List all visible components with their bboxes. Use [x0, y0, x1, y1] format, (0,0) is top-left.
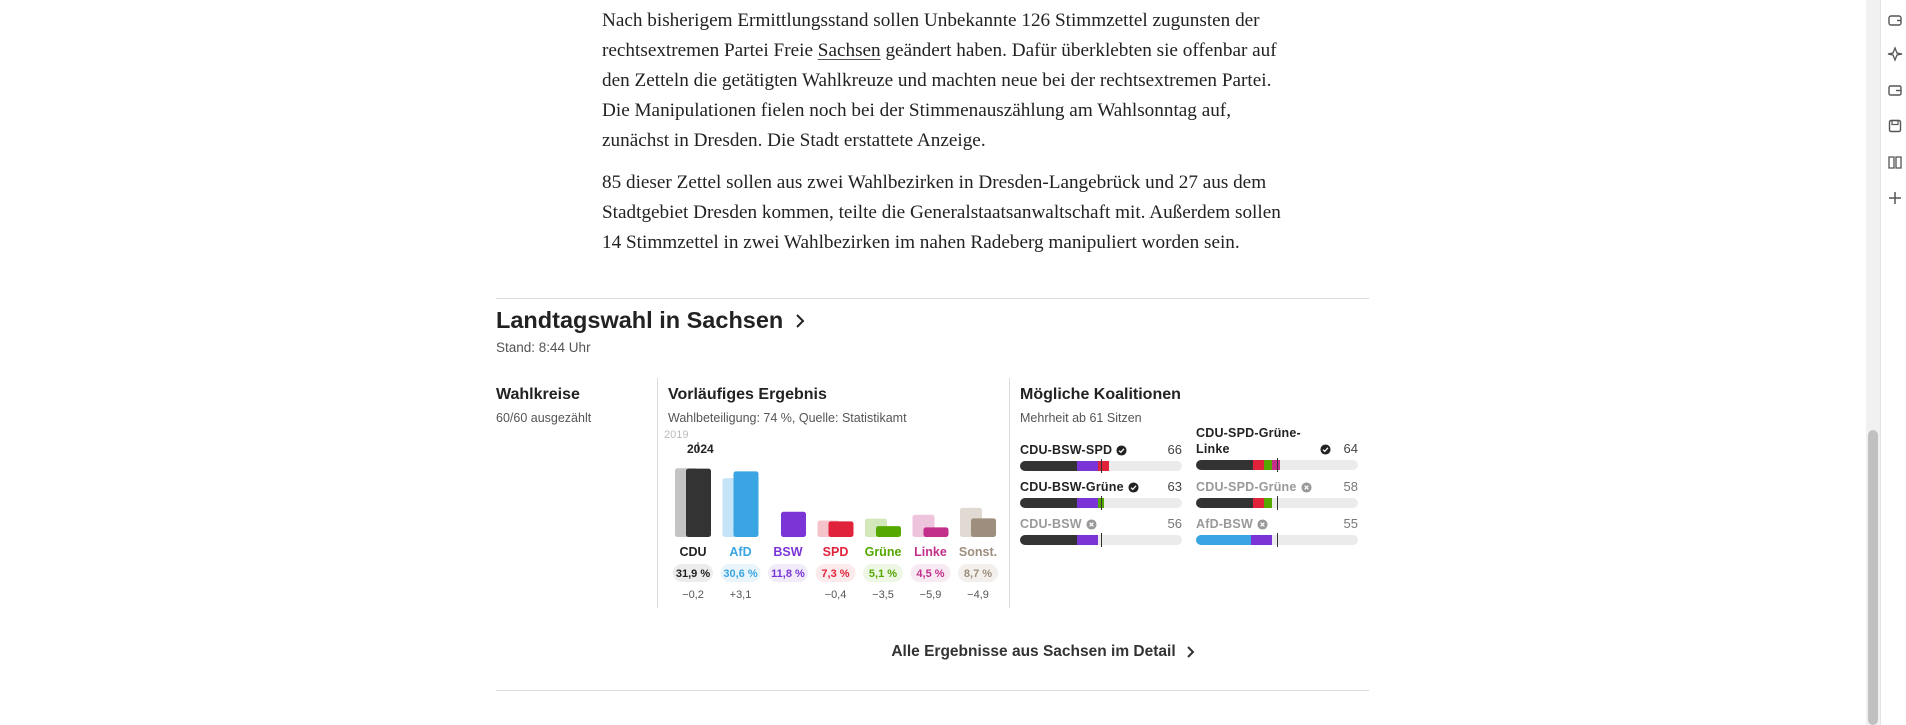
coalition-name-text: CDU-SPD-Grüne-Linke	[1196, 426, 1301, 456]
divider	[496, 298, 1369, 299]
coalition-name	[1020, 479, 1139, 495]
divider	[496, 690, 1369, 691]
party-label-bsw: BSW	[773, 545, 803, 559]
ergebnis-title: Vorläufiges Ergebnis	[668, 386, 827, 403]
column-divider	[657, 378, 658, 608]
majority-marker	[1277, 496, 1278, 510]
copilot-icon[interactable]	[1887, 46, 1903, 62]
cross-circle-icon	[1086, 519, 1097, 530]
wallet-icon[interactable]	[1887, 12, 1903, 28]
plus-icon[interactable]	[1887, 190, 1903, 206]
chevron-right-icon	[793, 312, 807, 330]
timestamp: Stand: 8:44 Uhr	[496, 340, 591, 355]
coalition-segment	[1196, 498, 1253, 508]
coalition-name	[1020, 516, 1097, 532]
diff-label-cdu: −0,2	[682, 589, 704, 601]
coalition-name-text: AfD-BSW	[1196, 517, 1253, 531]
coalition-row	[1196, 425, 1358, 457]
coalition-segment	[1020, 461, 1077, 471]
majority-marker	[1277, 458, 1278, 472]
column-divider	[1009, 378, 1010, 608]
coalition-bar-wrap	[1020, 498, 1182, 508]
coalition-row	[1196, 479, 1358, 495]
chevron-right-icon	[1186, 645, 1195, 659]
article-paragraph	[602, 6, 1282, 156]
coalition-name-text: CDU-BSW-SPD	[1020, 443, 1113, 457]
widget-title-link[interactable]	[496, 307, 807, 334]
wahlkreise-section	[496, 386, 591, 425]
coalition-seats: 63	[1167, 479, 1182, 494]
value-label-spd: 7,3 %	[821, 568, 850, 580]
diff-label-afd: +3,1	[729, 589, 752, 601]
article-paragraph: 85 dieser Zettel sollen aus zwei Wahlbezirken in Dresden-Langebrück und 27 aus dem Stadtgebiet Dresden kommen, teilte die Generalstaatsanwaltschaft mit. Außerdem sollen 14 Stimmzettel in zwei Wahlbezirken im nahen Radeberg manipuliert worden sein.	[602, 172, 1281, 253]
coalition-segment	[1264, 498, 1272, 508]
bar-2024-bsw	[781, 512, 806, 537]
coalition-cdu-bsw	[1020, 516, 1182, 545]
value-label-sonst: 8,7 %	[963, 568, 993, 580]
coalition-bar-wrap	[1020, 461, 1182, 471]
book-icon[interactable]	[1887, 154, 1903, 170]
send-icon[interactable]	[1887, 82, 1903, 98]
year-label-2019: 2019	[664, 429, 689, 441]
coalition-cdu-bsw-grüne	[1020, 479, 1182, 508]
coalition-row	[1020, 442, 1182, 458]
coalition-bar-wrap	[1196, 460, 1358, 470]
wahlkreise-count: 60/60 ausgezählt	[496, 411, 592, 425]
coalition-segment	[1253, 498, 1264, 508]
cross-circle-icon	[1257, 519, 1268, 530]
coalition-bar-wrap	[1196, 535, 1358, 545]
detail-results-link[interactable]	[0, 643, 1866, 661]
scrollbar-thumb[interactable]	[1868, 430, 1878, 725]
coalition-cdu-spd-grüne	[1196, 479, 1358, 508]
ergebnis-section	[668, 386, 907, 425]
coalition-name-text: CDU-SPD-Grüne	[1196, 480, 1297, 494]
coalition-seats: 66	[1167, 442, 1182, 457]
coalition-segment	[1196, 535, 1251, 545]
koalitionen-title: Mögliche Koalitionen	[1020, 386, 1181, 403]
koalitionen-section	[1020, 386, 1181, 425]
value-label-cdu: 31,9 %	[675, 568, 711, 580]
coalition-bar-wrap	[1020, 535, 1182, 545]
value-label-afd: 30,6 %	[723, 568, 758, 580]
coalition-segment	[1264, 460, 1272, 470]
coalition-row	[1020, 479, 1182, 495]
coalition-name	[1196, 425, 1331, 457]
year-label-2024: 2024	[687, 442, 714, 456]
diff-label-sonst: −4,9	[967, 589, 989, 601]
ergebnis-subtitle: Wahlbeteiligung: 74 %, Quelle: Statistikamt	[668, 411, 907, 425]
check-circle-icon	[1128, 482, 1139, 493]
party-label-linke: Linke	[914, 545, 947, 559]
coalition-cdu-bsw-spd	[1020, 442, 1182, 471]
majority-marker	[1101, 533, 1102, 547]
coalition-afd-bsw	[1196, 516, 1358, 545]
party-label-afd: AfD	[729, 545, 752, 559]
value-label-bsw: 11,8 %	[771, 568, 805, 580]
coalition-segment	[1077, 498, 1098, 508]
coalition-name-text: CDU-BSW	[1020, 517, 1082, 531]
coalition-name	[1196, 516, 1268, 532]
bar-2024-grüne	[876, 526, 901, 537]
article-body	[602, 6, 1282, 270]
bar-2024-afd	[734, 471, 759, 537]
check-circle-icon	[1320, 444, 1331, 455]
value-label-linke: 4,5 %	[916, 568, 945, 580]
party-label-sonst: Sonst.	[958, 545, 998, 559]
coalition-row	[1196, 516, 1358, 532]
diff-label-linke: −5,9	[919, 589, 942, 601]
detail-link-label: Alle Ergebnisse aus Sachsen im Detail	[891, 643, 1176, 660]
cross-circle-icon	[1301, 482, 1312, 493]
coalition-bar-wrap	[1196, 498, 1358, 508]
coalition-cdu-spd-grüne-linke	[1196, 425, 1358, 470]
browser-sidebar	[1880, 0, 1906, 725]
coalition-segment	[1077, 535, 1098, 545]
wahlkreise-title: Wahlkreise	[496, 386, 580, 403]
party-label-spd: SPD	[822, 545, 849, 559]
coalition-segment	[1196, 460, 1253, 470]
article-text: geändert haben. Dafür überklebten sie offenbar auf den Zetteln die getätigten Wahlkreuze und machten neue bei der rechtsextremen Partei. Die Manipulationen fielen noch bei der Stimmenauszählung am Wahlsonntag auf, zunächst in Dresden. Die Stadt erstattete Anzeige.	[602, 40, 1277, 151]
widget-title: Landtagswahl in Sachsen	[496, 307, 784, 333]
value-label-grüne: 5,1 %	[868, 568, 898, 580]
coalition-segment	[1020, 535, 1077, 545]
coalition-seats: 58	[1343, 479, 1358, 494]
coalition-segment	[1253, 460, 1264, 470]
coalition-seats: 64	[1343, 441, 1358, 456]
coalition-segment	[1020, 498, 1077, 508]
check-circle-icon	[1116, 445, 1127, 456]
coalition-segment	[1077, 461, 1098, 471]
sachsen-link[interactable]: Sachsen	[817, 40, 881, 61]
bar-2024-linke	[924, 527, 949, 537]
party-label-grüne: Grüne	[864, 545, 902, 559]
coalition-row	[1020, 516, 1182, 532]
article-text: Nach bisherigem Ermittlungsstand sollen Unbekannte 126 Stimmzettel zugunsten der rechtsextremen Partei Freie	[602, 10, 1260, 61]
majority-marker	[1101, 496, 1102, 510]
bar-2024-cdu	[686, 469, 711, 537]
coalition-segment	[1098, 461, 1109, 471]
coalition-name-text: CDU-BSW-Grüne	[1020, 480, 1124, 494]
coalition-name	[1196, 479, 1312, 495]
party-label-cdu: CDU	[679, 545, 707, 559]
diff-label-grüne: −3,5	[872, 589, 894, 601]
majority-marker	[1101, 459, 1102, 473]
bar-2024-sonst	[971, 518, 996, 537]
bar-2024-spd	[829, 521, 854, 537]
koalitionen-subtitle: Mehrheit ab 61 Sitzen	[1020, 411, 1142, 425]
results-bar-chart	[660, 425, 1000, 610]
diff-label-spd: −0,4	[824, 589, 847, 601]
coalition-seats: 55	[1343, 516, 1358, 531]
save-icon[interactable]	[1887, 118, 1903, 134]
coalition-seats: 56	[1167, 516, 1182, 531]
coalition-name	[1020, 442, 1127, 458]
majority-marker	[1277, 533, 1278, 547]
coalition-segment	[1251, 535, 1272, 545]
